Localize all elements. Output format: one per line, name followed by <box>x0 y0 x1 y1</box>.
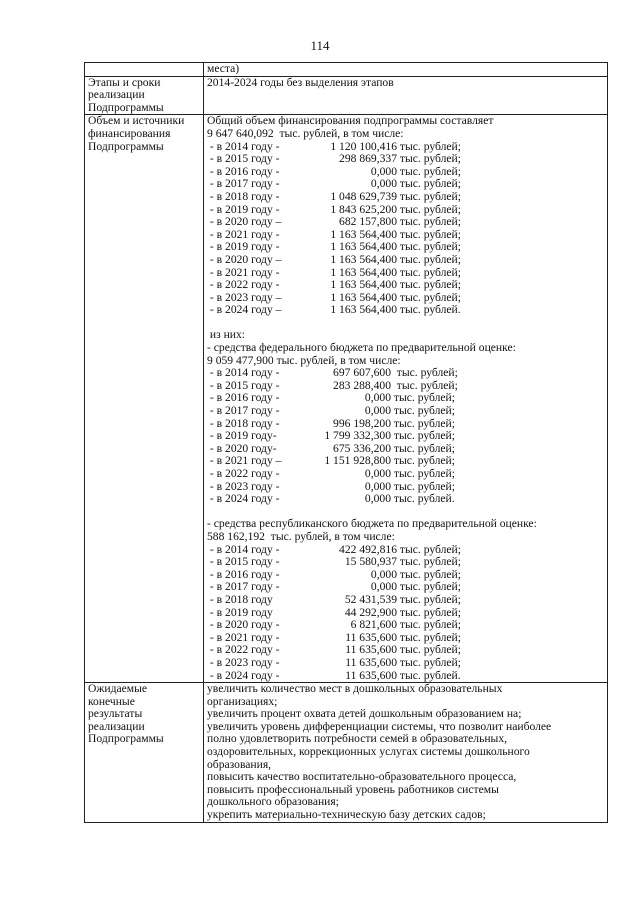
amount-value: 1 163 564,400 <box>330 227 397 241</box>
amount-value: 44 292,900 <box>344 605 397 619</box>
result-line: дошкольного образования; <box>207 795 339 809</box>
unit-label: тыс. рублей; <box>393 416 455 430</box>
year-label: - в 2015 году - <box>207 152 280 166</box>
amount-value: 682 157,800 <box>339 215 397 229</box>
unit-label: тыс. рублей; <box>399 240 461 254</box>
federal-financing-row <box>207 367 604 380</box>
row-label-results <box>85 683 204 823</box>
year-label: - в 2016 году - <box>207 164 280 178</box>
year-label: - в 2024 году - <box>207 668 280 682</box>
year-label: - в 2022 году - <box>207 278 280 292</box>
total-financing-row <box>207 304 604 317</box>
result-line: укрепить материально-техническую базу детских садов; <box>207 808 486 822</box>
amount-value: 1 163 564,400 <box>330 303 397 317</box>
year-label: - в 2016 году - <box>207 567 280 581</box>
unit-label: тыс. рублей; <box>399 580 461 594</box>
subprogram-passport-table <box>84 62 608 823</box>
year-label: - в 2018 году - <box>207 189 280 203</box>
label-line: Подпрограммы <box>88 139 164 153</box>
amount-value: 11 635,600 <box>345 655 397 669</box>
label-line: конечные <box>88 694 135 708</box>
year-label: - в 2015 году - <box>207 378 280 392</box>
result-line: увеличить количество мест в дошкольных образовательных <box>207 682 503 696</box>
label-line: финансирования <box>88 126 171 140</box>
amount-value: 675 336,200 <box>333 441 391 455</box>
year-label: - в 2017 году - <box>207 580 280 594</box>
unit-label: тыс. рублей; <box>393 454 455 468</box>
amount-value: 0,000 <box>370 580 397 594</box>
amount-value: 1 151 928,800 <box>324 454 391 468</box>
year-label: - в 2021 году - <box>207 265 280 279</box>
label-line: реализации <box>88 719 145 733</box>
republic-financing-row <box>207 619 604 632</box>
unit-label: тыс. рублей. <box>399 303 461 317</box>
unit-label: тыс. рублей; <box>393 429 455 443</box>
year-label: - в 2022 году - <box>207 467 280 480</box>
amount-value: 0,000 <box>364 467 391 480</box>
result-line: организациях; <box>207 694 278 708</box>
year-label: - в 2019 году <box>207 605 273 619</box>
result-line: полно удовлетворить потребности семей в образовательных, <box>207 732 508 746</box>
row-content-continuation: места) <box>204 63 608 77</box>
amount-value: 298 869,337 <box>339 152 397 166</box>
federal-financing-row <box>207 468 604 481</box>
unit-label: тыс. рублей; <box>399 152 461 166</box>
republic-financing-row <box>207 657 604 670</box>
row-label-stages <box>85 76 204 115</box>
unit-label: тыс. рублей; <box>399 202 461 216</box>
unit-label: тыс. рублей; <box>399 290 461 304</box>
federal-financing-list <box>207 367 604 506</box>
label-line: Подпрограммы <box>88 732 164 746</box>
unit-label: тыс. рублей; <box>393 467 455 480</box>
year-label: - в 2022 году - <box>207 643 280 657</box>
result-line: повысить профессиональный уровень работников системы <box>207 782 499 796</box>
unit-label: тыс. рублей; <box>399 643 461 657</box>
year-label: - в 2021 году - <box>207 227 280 241</box>
amount-value: 11 635,600 <box>345 643 397 657</box>
unit-label: тыс. рублей; <box>399 215 461 229</box>
year-label: - в 2017 году - <box>207 177 280 191</box>
year-label: - в 2023 году - <box>207 655 280 669</box>
unit-label: тыс. рублей; <box>393 404 455 418</box>
amount-value: 11 635,600 <box>345 630 397 644</box>
amount-value: 1 163 564,400 <box>330 252 397 266</box>
year-label: - в 2014 году - <box>207 366 280 380</box>
year-label: - в 2017 году - <box>207 404 280 418</box>
table-row-results <box>85 683 608 823</box>
year-label: - в 2024 году - <box>207 492 280 506</box>
amount-value: 0,000 <box>370 567 397 581</box>
label-line: Ожидаемые <box>88 682 148 696</box>
unit-label: тыс. рублей; <box>399 265 461 279</box>
year-label: - в 2018 году - <box>207 416 280 430</box>
amount-value: 1 163 564,400 <box>330 278 397 292</box>
table-row-financing <box>85 115 608 683</box>
year-label: - в 2019 году - <box>207 240 280 254</box>
result-line: увеличить уровень дифференциации системы, что позволит наиболее <box>207 719 552 733</box>
amount-value: 1 843 625,200 <box>330 202 397 216</box>
row-label-financing <box>85 115 204 683</box>
unit-label: тыс. рублей; <box>399 655 461 669</box>
unit-label: тыс. рублей; <box>399 567 461 581</box>
total-financing-list <box>207 141 604 317</box>
republic-intro-line: - средства республиканского бюджета по предварительной оценке: <box>207 517 537 531</box>
unit-label: тыс. рублей; <box>399 542 461 556</box>
unit-label: тыс. рублей; <box>399 605 461 619</box>
amount-value: 0,000 <box>370 177 397 191</box>
year-label: - в 2024 году – <box>207 303 282 317</box>
amount-value: 52 431,539 <box>344 592 397 606</box>
total-financing-row <box>207 216 604 229</box>
unit-label: тыс. рублей; <box>393 366 458 380</box>
unit-label: тыс. рублей; <box>393 479 455 493</box>
year-label: - в 2023 году - <box>207 479 280 493</box>
federal-financing-row <box>207 493 604 506</box>
year-label: - в 2020 году – <box>207 215 282 229</box>
republic-financing-row <box>207 556 604 569</box>
row-content-results <box>204 683 608 823</box>
amount-value: 1 799 332,300 <box>324 429 391 443</box>
row-content-financing <box>204 115 608 683</box>
amount-value: 11 635,600 <box>345 668 397 682</box>
row-label-empty <box>85 63 204 77</box>
unit-label: тыс. рублей; <box>399 555 461 569</box>
label-line: Этапы и сроки <box>88 75 161 89</box>
amount-value: 1 048 629,739 <box>330 189 397 203</box>
amount-value: 283 288,400 <box>333 378 391 392</box>
amount-value: 0,000 <box>364 479 391 493</box>
federal-financing-row <box>207 430 604 443</box>
federal-intro-line: 9 059 477,900 тыс. рублей, в том числе: <box>207 353 401 367</box>
unit-label: тыс. рублей; <box>399 618 461 632</box>
total-financing-row <box>207 254 604 267</box>
unit-label: тыс. рублей; <box>399 592 461 606</box>
amount-value: 422 492,816 <box>339 542 397 556</box>
amount-value: 1 163 564,400 <box>330 265 397 279</box>
unit-label: тыс. рублей; <box>393 441 455 455</box>
table-row-continuation <box>85 63 608 77</box>
total-financing-row <box>207 153 604 166</box>
unit-label: тыс. рублей; <box>393 378 458 392</box>
total-financing-row <box>207 279 604 292</box>
unit-label: тыс. рублей; <box>399 630 461 644</box>
label-line: результаты <box>88 707 143 721</box>
federal-financing-row <box>207 405 604 418</box>
year-label: - в 2016 году - <box>207 391 280 405</box>
label-line: Объем и источники <box>88 114 185 128</box>
result-line: повысить качество воспитательно-образовательного процесса, <box>207 770 517 784</box>
amount-value: 996 198,200 <box>333 416 391 430</box>
page-number: 114 <box>310 38 330 53</box>
result-line: увеличить процент охвата детей дошкольным образованием на; <box>207 707 522 721</box>
unit-label: тыс. рублей; <box>393 391 455 405</box>
year-label: - в 2015 году - <box>207 555 280 569</box>
year-label: - в 2019 году - <box>207 202 280 216</box>
amount-value: 1 120 100,416 <box>330 139 397 153</box>
total-financing-row <box>207 191 604 204</box>
row-content-stages: 2014-2024 годы без выделения этапов <box>204 76 608 115</box>
label-line: Подпрограммы <box>88 100 164 114</box>
republic-financing-list <box>207 544 604 683</box>
unit-label: тыс. рублей; <box>399 139 461 153</box>
republic-financing-row <box>207 594 604 607</box>
amount-value: 6 821,600 <box>350 618 397 632</box>
table-row-stages <box>85 76 608 115</box>
unit-label: тыс. рублей; <box>399 189 461 203</box>
year-label: - в 2021 году – <box>207 454 282 468</box>
republic-intro-line: 588 162,192 тыс. рублей, в том числе: <box>207 529 395 543</box>
amount-value: 0,000 <box>364 391 391 405</box>
result-line: оздоровительных, коррекционных услугах системы дошкольного <box>207 745 530 759</box>
amount-value: 0,000 <box>370 164 397 178</box>
year-label: - в 2019 году- <box>207 429 277 443</box>
year-label: - в 2021 году - <box>207 630 280 644</box>
amount-value: 15 580,937 <box>344 555 397 569</box>
year-label: - в 2014 году - <box>207 542 280 556</box>
financing-intro-line: 9 647 640,092 тыс. рублей, в том числе: <box>207 126 404 140</box>
year-label: - в 2020 году - <box>207 618 280 632</box>
unit-label: тыс. рублей; <box>399 177 461 191</box>
unit-label: тыс. рублей. <box>399 668 461 682</box>
year-label: - в 2014 году - <box>207 139 280 153</box>
year-label: - в 2023 году – <box>207 290 282 304</box>
year-label: - в 2020 году – <box>207 252 282 266</box>
of-them-line: из них: <box>207 328 246 342</box>
result-line: образования, <box>207 757 272 771</box>
amount-value: 0,000 <box>364 492 391 506</box>
label-line: реализации <box>88 88 145 102</box>
unit-label: тыс. рублей; <box>399 278 461 292</box>
financing-intro-line: Общий объем финансирования подпрограммы составляет <box>207 114 494 128</box>
unit-label: тыс. рублей; <box>399 164 461 178</box>
amount-value: 1 163 564,400 <box>330 240 397 254</box>
federal-intro-line: - средства федерального бюджета по предварительной оценке: <box>207 341 516 355</box>
amount-value: 697 607,600 <box>333 366 391 380</box>
unit-label: тыс. рублей; <box>399 252 461 266</box>
republic-financing-row <box>207 670 604 683</box>
unit-label: тыс. рублей; <box>399 227 461 241</box>
year-label: - в 2018 году <box>207 592 273 606</box>
unit-label: тыс. рублей. <box>393 492 455 506</box>
year-label: - в 2020 году- <box>207 441 277 455</box>
amount-value: 0,000 <box>364 404 391 418</box>
amount-value: 1 163 564,400 <box>330 290 397 304</box>
